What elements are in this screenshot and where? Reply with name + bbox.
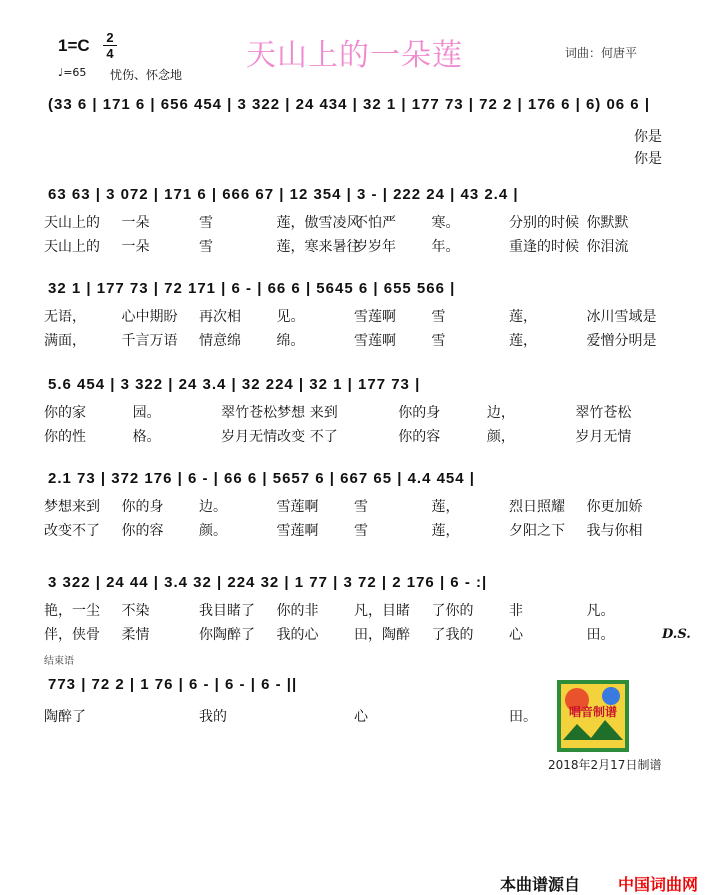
lyric-word: 颜。: [199, 523, 227, 539]
lyric-word: 冰川雪域是: [586, 309, 657, 325]
lyric-word: 莲，: [431, 523, 460, 539]
lyric-word: 你的容: [398, 429, 441, 445]
lyric-line-2: [44, 426, 684, 446]
lyric-word: 凡，目睹: [354, 603, 410, 619]
lyric-word: 分别的时候: [509, 215, 579, 231]
lyric-word: 爱憎分明是: [586, 333, 657, 349]
lyric-word: 岁月无情: [575, 429, 632, 445]
notation-line: [44, 570, 684, 600]
lyric-word: 陶醉了: [44, 709, 86, 725]
lyric-word: 了我的: [431, 627, 474, 643]
lyric-word: 不染: [121, 603, 150, 619]
notation-text: 2.1 73 | 372 176 | 6 - | 66 6 | 5657 6 | 667 65 | 4.4 454 |: [48, 470, 475, 487]
lyric-word: 心: [354, 709, 368, 725]
lyric-line-1: [44, 600, 684, 620]
notation-line: [44, 466, 684, 496]
notation-line: [44, 182, 684, 212]
lyric-word: 雪: [431, 309, 446, 325]
lyric-word: 一朵: [121, 239, 150, 255]
lyric-word: 岁月无情改变: [221, 429, 306, 445]
logo-text: 唱音制谱: [568, 705, 618, 719]
notation-line: [44, 276, 684, 306]
lyric-line-1: [44, 496, 684, 516]
lyric-word: 我目睹了: [199, 603, 255, 619]
lyric-word: 千言万语: [121, 333, 178, 349]
lyric-word: 寒。: [431, 215, 460, 231]
lyric-word: 你的性: [44, 429, 86, 445]
lyric-word: 格。: [132, 429, 161, 445]
lyric-word: 烈日照耀: [509, 499, 565, 515]
lyric-line-2: [44, 330, 684, 350]
notation-text: 773 | 72 2 | 1 76 | 6 - | 6 - | 6 - ||: [48, 676, 298, 693]
lyric-word: 我的: [199, 709, 227, 725]
lyric-line-1: [44, 306, 684, 326]
meter-top: 2: [106, 30, 114, 45]
lyric-word: 不怕严: [354, 215, 396, 231]
lyric-word: 莲，: [431, 499, 460, 515]
ending-label: 结束语: [44, 656, 74, 667]
notation-line: [44, 372, 684, 402]
lyric-word: 天山上的: [44, 239, 100, 255]
lyric-word: 情意绵: [199, 333, 241, 349]
lyric-word: 不了: [309, 429, 338, 445]
lyric-word: 翠竹苍松: [575, 405, 632, 421]
notation-text: 3 322 | 24 44 | 3.4 32 | 224 32 | 1 77 | 3 72 | 2 176 | 6 - :|: [48, 574, 488, 591]
lyric-word: 改变不了: [44, 523, 100, 539]
lyric-word: 非: [509, 603, 523, 619]
lyric-word: 岁岁年: [354, 239, 396, 255]
lyric-word: 夕阳之下: [509, 523, 565, 539]
logo-stamp: [557, 680, 629, 752]
lyric-word: 雪: [354, 523, 368, 539]
lyric-word: 你的身: [398, 405, 441, 421]
lyric-word: 田，陶醉: [354, 627, 410, 643]
composer-credit: 词曲：何唐平: [565, 46, 638, 60]
notation-text: 32 1 | 177 73 | 72 171 | 6 - | 66 6 | 5645 6 | 655 566 |: [48, 280, 456, 297]
lyric-line-1: [44, 402, 684, 422]
lyric-word: 你是: [634, 151, 662, 167]
tempo-marking: ♩=65: [58, 66, 87, 79]
key-signature: 1=C: [58, 36, 90, 55]
lyric-word: 雪莲啊: [354, 333, 396, 349]
notation-text: 5.6 454 | 3 322 | 24 3.4 | 32 224 | 32 1 | 177 73 |: [48, 376, 421, 393]
lyric-word: 雪莲啊: [354, 309, 396, 325]
lyric-word: 你的非: [276, 603, 319, 619]
lyric-word: 雪: [199, 239, 213, 255]
lyric-line-2: [44, 236, 684, 256]
lyric-word: 莲，: [509, 333, 537, 349]
lyric-line-2: [44, 148, 684, 168]
lyric-line-2: [44, 624, 684, 644]
lyric-word: 你的家: [44, 405, 86, 421]
lyric-line-1: [44, 126, 684, 146]
time-signature: [103, 31, 117, 60]
notation-line: [44, 92, 684, 122]
lyric-word: 满面，: [44, 333, 86, 349]
lyric-word: 园。: [132, 405, 161, 421]
lyric-word: 你默默: [586, 215, 629, 231]
lyric-word: 伴，侠骨: [44, 627, 100, 643]
source-site[interactable]: 中国词曲网: [618, 875, 699, 894]
lyric-word: 你陶醉了: [199, 627, 255, 643]
lyric-word: 边，: [486, 405, 515, 421]
lyric-word: 你泪流: [586, 239, 629, 255]
lyric-line-2: [44, 520, 684, 540]
meter-bottom: 4: [106, 46, 114, 61]
lyric-word: 心: [509, 627, 523, 643]
lyric-word: 了你的: [431, 603, 474, 619]
lyric-word: 无语，: [44, 309, 86, 325]
lyric-word: 雪: [199, 215, 213, 231]
lyric-word: 边。: [199, 499, 227, 515]
lyric-word: 心中期盼: [121, 309, 178, 325]
lyric-word: 再次相: [199, 309, 241, 325]
lyric-word: 雪: [431, 333, 446, 349]
lyric-word: 莲，: [509, 309, 537, 325]
lyric-line-1: [44, 212, 684, 232]
source-label: 本曲谱源自: [500, 875, 581, 894]
lyric-word: 艳，一尘: [44, 603, 100, 619]
song-title: 天山上的一朵莲: [246, 38, 463, 73]
lyric-word: 田。: [586, 627, 615, 643]
lyric-word: 见。: [276, 309, 305, 325]
lyric-word: 梦想来到: [44, 499, 100, 515]
lyric-word: 年。: [431, 239, 460, 255]
lyric-word: 凡。: [586, 603, 615, 619]
lyric-word: 我与你相: [586, 523, 643, 539]
lyric-word: 你更加娇: [586, 499, 643, 515]
lyric-word: 莲，寒来暑往: [276, 239, 361, 255]
lyric-word: 颜，: [486, 429, 515, 445]
lyric-word: 重逢的时候: [509, 239, 579, 255]
lyric-word: 莲，傲雪凌风: [276, 215, 361, 231]
lyric-word: 我的心: [276, 627, 319, 643]
lyric-word: 你的容: [121, 523, 164, 539]
lyric-word: 来到: [309, 405, 338, 421]
lyric-word: 雪: [354, 499, 368, 515]
lyric-word: 柔情: [121, 627, 150, 643]
mood-marking: 忧伤、怀念地: [110, 68, 183, 82]
lyric-word: 田。: [509, 709, 537, 725]
lyric-word: 你是: [634, 129, 662, 145]
lyric-word: 雪莲啊: [276, 523, 319, 539]
da-segno-marking: D.S.: [662, 627, 691, 642]
notation-text: (33 6 | 171 6 | 656 454 | 3 322 | 24 434 | 32 1 | 177 73 | 72 2 | 176 6 | 6) 06 6 |: [48, 96, 651, 113]
lyric-word: 绵。: [276, 333, 305, 349]
arrangement-date: 2018年2月17日制谱: [548, 758, 662, 772]
notation-text: 63 63 | 3 072 | 171 6 | 666 67 | 12 354 | 3 - | 222 24 | 43 2.4 |: [48, 186, 519, 203]
lyric-word: 天山上的: [44, 215, 100, 231]
lyric-word: 雪莲啊: [276, 499, 319, 515]
lyric-word: 一朵: [121, 215, 150, 231]
lyric-word: 翠竹苍松梦想: [221, 405, 306, 421]
lyric-word: 你的身: [121, 499, 164, 515]
